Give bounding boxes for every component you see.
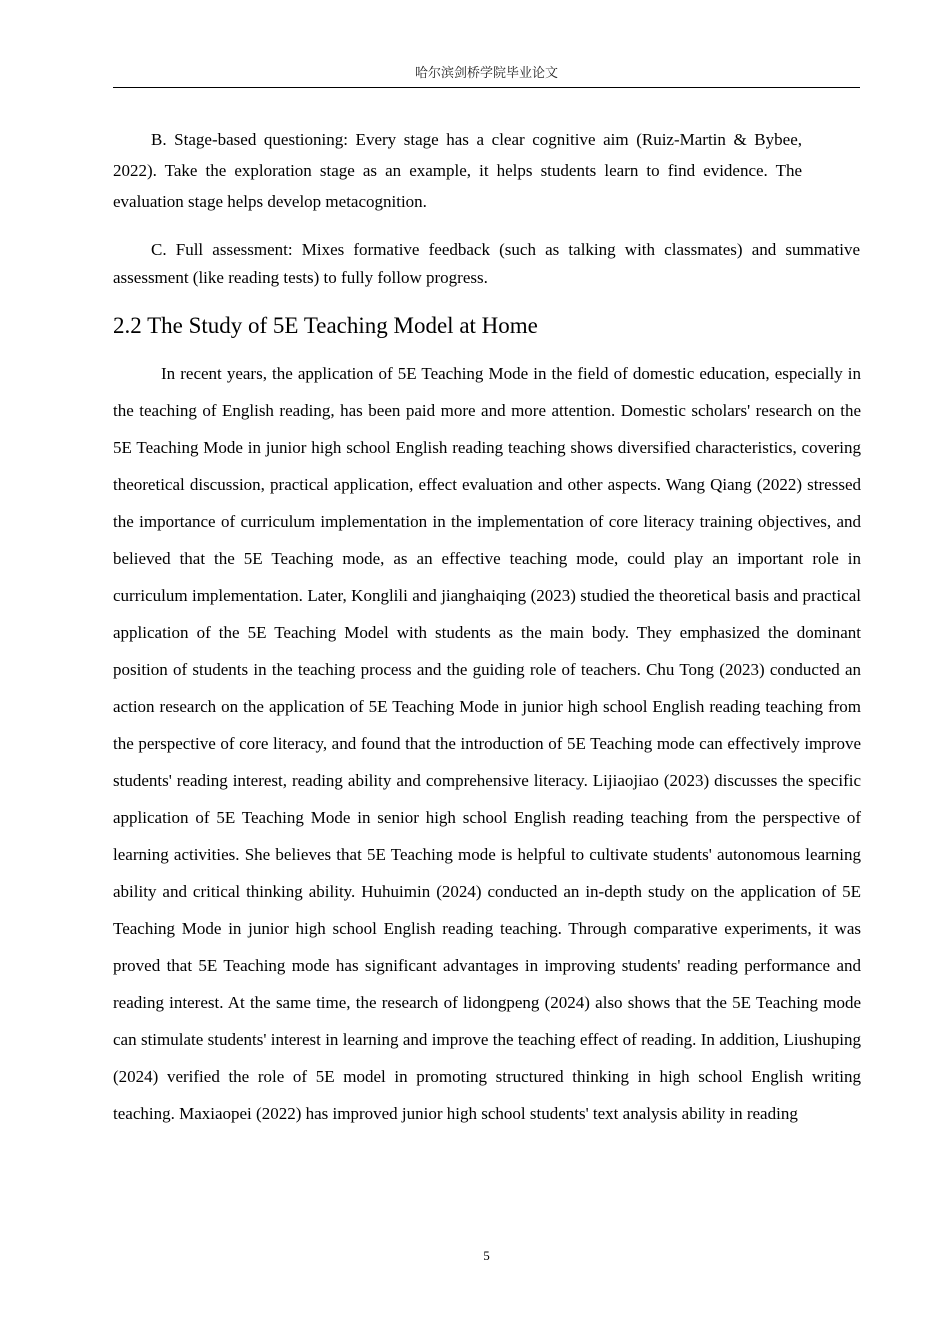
list-item-full-assessment: C. Full assessment: Mixes formative feedback (such as talking with classmates) and summative assessment (like reading tests) to fully follow progress. bbox=[113, 240, 860, 287]
page-number: 5 bbox=[483, 1248, 490, 1263]
header-divider bbox=[113, 87, 860, 88]
running-header: 哈尔滨剑桥学院毕业论文 bbox=[414, 66, 558, 81]
section-heading: 2.2 The Study of 5E Teaching Model at Home bbox=[113, 313, 538, 338]
list-item-stage-questioning: B. Stage-based questioning: Every stage has a clear cognitive aim (Ruiz-Martin & Bybee, 2022). Take the exploration stage as an example, it helps students learn to find evidence. The evaluation stage helps develop metacognition. bbox=[113, 130, 802, 211]
section-body-paragraph: In recent years, the application of 5E Teaching Mode in the field of domestic education, especially in the teaching of English reading, has been paid more and more attention. Domestic scholars' research on the 5E Teaching Mode in junior high school English reading teaching shows diversified characteristics, covering theoretical discussion, practical application, effect evaluation and other aspects. Wang Qiang (2022) stressed the importance of curriculum implementation in the implementation of core literacy training objectives, and believed that the 5E Teaching mode, as an effective teaching mode, could play an important role in curriculum implementation. Later, Konglili and jianghaiqing (2023) studied the theoretical basis and practical application of the 5E Teaching Model with students as the main body. They emphasized the dominant position of students in the teaching process and the guiding role of teachers. Chu Tong (2023) conducted an action research on the application of 5E Teaching Mode in junior high school English reading teaching from the perspective of core literacy, and found that the introduction of 5E Teaching mode can effectively improve students' reading interest, reading ability and comprehensive literacy. Lijiaojiao (2023) discusses the specific application of 5E Teaching Mode in senior high school English reading teaching from the perspective of learning activities. She believes that 5E Teaching mode is helpful to cultivate students' autonomous learning ability and critical thinking ability. Huhuimin (2024) conducted an in-depth study on the application of 5E Teaching Mode in junior high school English reading teaching. Through comparative experiments, it was proved that 5E Teaching mode has significant advantages in improving students' reading performance and reading interest. At the same time, the research of lidongpeng (2024) also shows that the 5E Teaching mode can stimulate students' interest in learning and improve the teaching effect of reading. In addition, Liushuping (2024) verified the role of 5E model in promoting structured thinking in high school English writing teaching. Maxiaopei (2022) has improved junior high school students' text analysis ability in reading bbox=[113, 364, 861, 1123]
